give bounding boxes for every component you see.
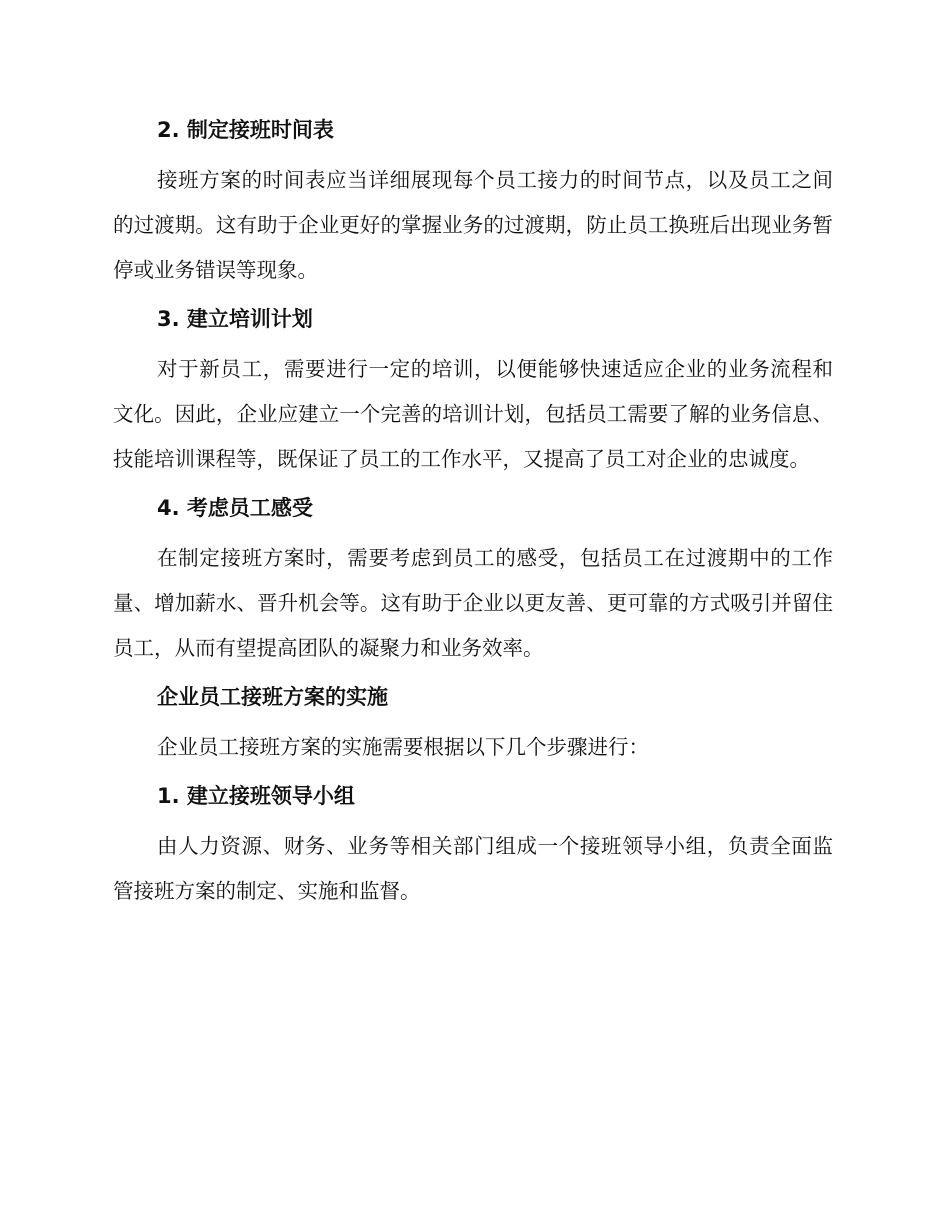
heading-training: 3. 建立培训计划 — [157, 307, 313, 331]
paragraph-training: 对于新员工，需要进行一定的培训，以便能够快速适应企业的业务流程和文化。因此，企业应建立一个完善的培训计划，包括员工需要了解的业务信息、技能培训课程等，既保证了员工的工作水平，又提高了员工对企业的忠诚度。 — [113, 357, 833, 471]
paragraph-implementation: 企业员工接班方案的实施需要根据以下几个步骤进行： — [157, 735, 649, 759]
paragraph-leadership-group: 由人力资源、财务、业务等相关部门组成一个接班领导小组，负责全面监管接班方案的制定、实施和监督。 — [113, 834, 833, 903]
heading-employee-feelings: 4. 考虑员工感受 — [157, 496, 313, 520]
paragraph-employee-feelings: 在制定接班方案时，需要考虑到员工的感受，包括员工在过渡期中的工作量、增加薪水、晋升机会等。这有助于企业以更友善、更可靠的方式吸引并留住员工，从而有望提高团队的凝聚力和业务效率。 — [113, 546, 833, 660]
document-body — [113, 110, 833, 914]
heading-leadership-group: 1. 建立接班领导小组 — [157, 784, 355, 808]
heading-implementation: 企业员工接班方案的实施 — [157, 685, 388, 709]
paragraph-schedule: 接班方案的时间表应当详细展现每个员工接力的时间节点，以及员工之间的过渡期。这有助于企业更好的掌握业务的过渡期，防止员工换班后出现业务暂停或业务错误等现象。 — [113, 168, 833, 282]
heading-schedule: 2. 制定接班时间表 — [157, 118, 334, 142]
